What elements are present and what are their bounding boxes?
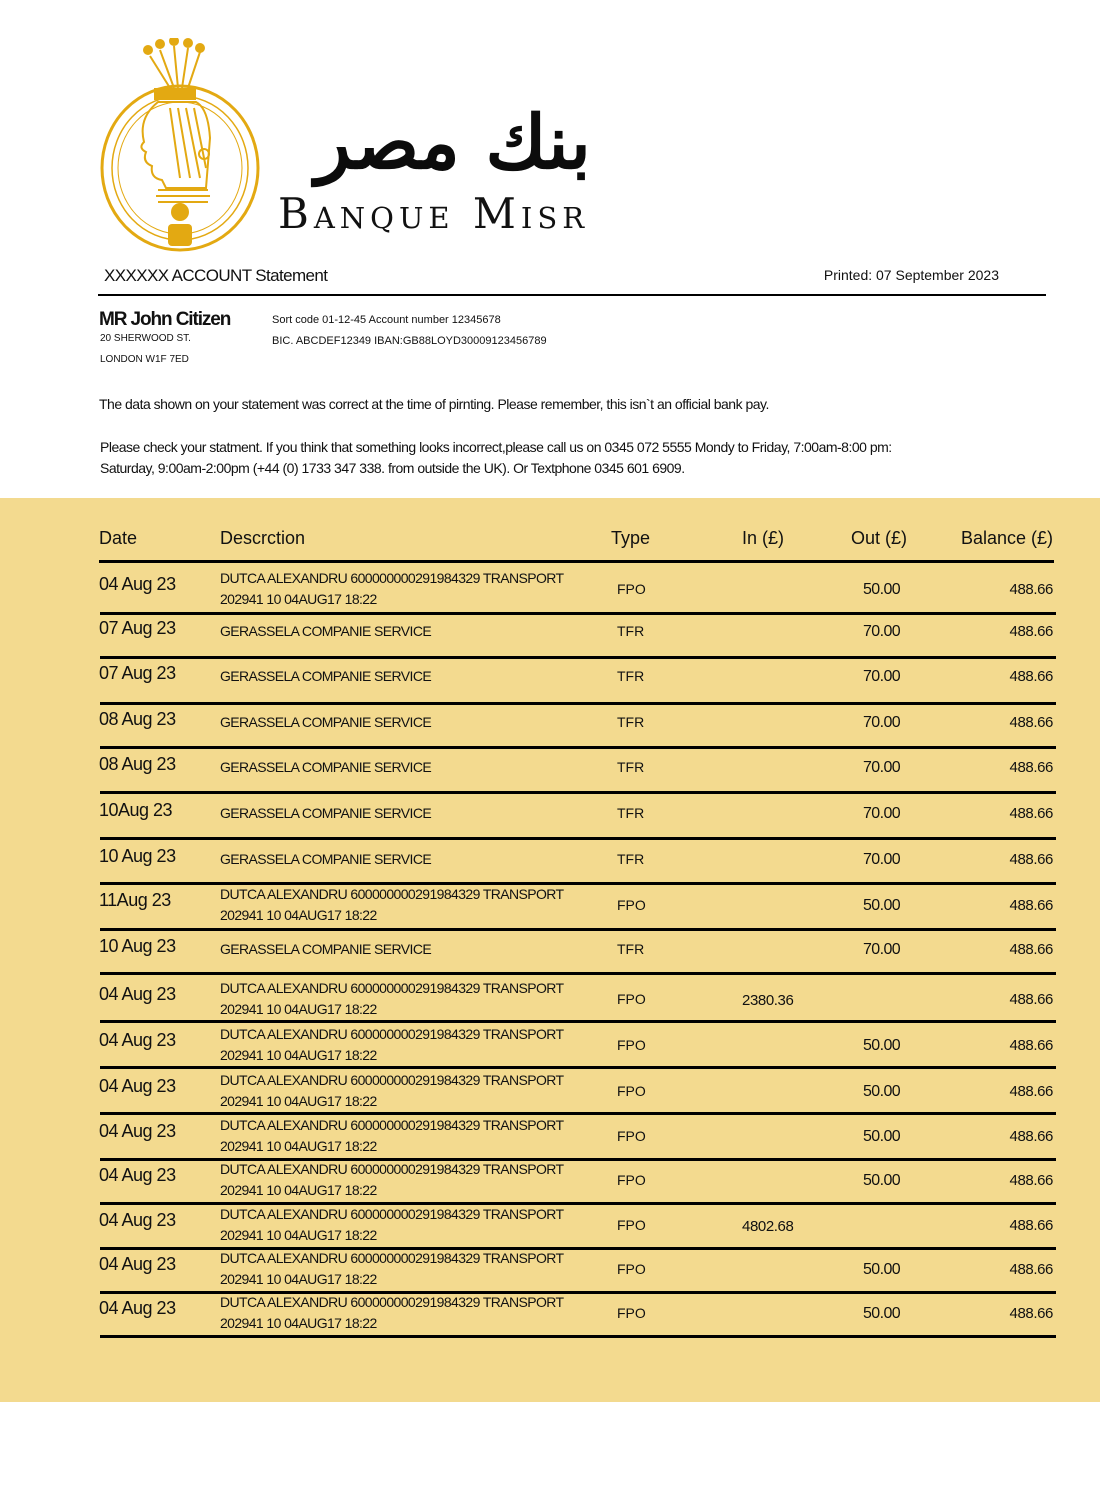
row-balance: 488.66: [1009, 581, 1053, 598]
table-row: [0, 618, 1100, 658]
account-details: Sort code 01-12-45 Account number 12345678: [272, 314, 501, 326]
table-row: [0, 980, 1100, 1020]
row-out: 70.00: [863, 851, 901, 868]
column-date: Date: [99, 528, 138, 548]
row-type: FPO: [617, 1083, 646, 1099]
row-description-line-2: 202941 10 04AUG17 18:22: [220, 907, 377, 923]
row-description-line-1: GERASSELA COMPANIE SERVICE: [220, 623, 432, 639]
row-description: [220, 1204, 564, 1246]
bank-name-arabic: بنك مصر: [315, 100, 591, 186]
row-out: 50.00: [863, 1128, 901, 1145]
row-date: 07 Aug 23: [99, 618, 176, 638]
printed-date: Printed: 07 September 2023: [823, 267, 999, 283]
row-balance: 488.66: [1009, 1083, 1053, 1100]
row-divider: [100, 656, 1056, 659]
row-out: 70.00: [863, 805, 901, 822]
row-in: 2380.36: [742, 992, 794, 1009]
row-description-line-1: DUTCA ALEXANDRU 600000000291984329 TRANSPORT: [220, 1026, 564, 1042]
row-description: [220, 666, 431, 687]
row-description-line-2: 202941 10 04AUG17 18:22: [220, 591, 377, 607]
row-description-line-1: DUTCA ALEXANDRU 600000000291984329 TRANSPORT: [220, 1294, 564, 1310]
column-type: Type: [611, 528, 651, 548]
customer-name: MR John Citizen: [99, 309, 231, 330]
row-date: 10 Aug 23: [99, 846, 176, 866]
row-description-line-2: 202941 10 04AUG17 18:22: [220, 1138, 377, 1154]
bic-iban: BIC. ABCDEF12349 IBAN:GB88LOYD30009123456789: [272, 335, 547, 347]
row-type: FPO: [617, 897, 646, 913]
row-balance: 488.66: [1009, 991, 1053, 1008]
row-balance: 488.66: [1009, 759, 1053, 776]
row-balance: 488.66: [1009, 1037, 1053, 1054]
row-out: 70.00: [863, 759, 901, 776]
row-description-line-1: GERASSELA COMPANIE SERVICE: [220, 668, 432, 684]
table-header: [0, 525, 1100, 561]
table-row: [0, 800, 1100, 840]
row-divider: [100, 1020, 1056, 1023]
row-type: FPO: [617, 1217, 646, 1233]
row-date: 10 Aug 23: [99, 936, 176, 956]
row-balance: 488.66: [1009, 805, 1053, 822]
row-divider: [100, 972, 1056, 975]
row-description-line-1: GERASSELA COMPANIE SERVICE: [220, 714, 432, 730]
row-balance: 488.66: [1009, 1172, 1053, 1189]
row-out: 50.00: [863, 1037, 901, 1054]
row-description: [220, 757, 431, 778]
row-date: 04 Aug 23: [99, 1076, 176, 1096]
row-description: [220, 939, 431, 960]
row-date: 04 Aug 23: [99, 984, 176, 1004]
table-row: [0, 1206, 1100, 1246]
row-balance: 488.66: [1009, 897, 1053, 914]
row-description: [220, 1248, 564, 1290]
row-description: [220, 803, 431, 824]
row-out: 70.00: [863, 623, 901, 640]
row-description: [220, 568, 564, 610]
table-row: [0, 886, 1100, 926]
row-description-line-1: DUTCA ALEXANDRU 600000000291984329 TRANSPORT: [220, 570, 564, 586]
row-out: 50.00: [863, 1261, 901, 1278]
row-description: [220, 621, 431, 642]
row-divider: [100, 1066, 1056, 1069]
table-row: [0, 1294, 1100, 1334]
row-type: TFR: [617, 805, 645, 821]
row-type: FPO: [617, 1305, 646, 1321]
row-type: TFR: [617, 714, 645, 730]
row-balance: 488.66: [1009, 714, 1053, 731]
row-description-line-1: GERASSELA COMPANIE SERVICE: [220, 759, 432, 775]
row-description-line-2: 202941 10 04AUG17 18:22: [220, 1093, 377, 1109]
row-date: 07 Aug 23: [99, 663, 176, 683]
statement-title: XXXXXX ACCOUNT Statement: [104, 266, 328, 285]
table-row: [0, 936, 1100, 976]
row-date: 08 Aug 23: [99, 709, 176, 729]
table-row: [0, 570, 1100, 610]
row-type: FPO: [617, 1128, 646, 1144]
row-description: [220, 884, 564, 926]
row-description: [220, 1070, 564, 1112]
row-date: 11Aug 23: [99, 890, 171, 910]
row-date: 04 Aug 23: [99, 1030, 176, 1050]
row-balance: 488.66: [1009, 941, 1053, 958]
row-out: 70.00: [863, 941, 901, 958]
address-line-1: 20 SHERWOOD ST.: [100, 333, 191, 344]
row-date: 08 Aug 23: [99, 754, 176, 774]
row-out: 70.00: [863, 668, 901, 685]
row-description-line-2: 202941 10 04AUG17 18:22: [220, 1227, 377, 1243]
row-description-line-1: GERASSELA COMPANIE SERVICE: [220, 805, 432, 821]
row-date: 04 Aug 23: [99, 1298, 176, 1318]
row-balance: 488.66: [1009, 851, 1053, 868]
table-row: [0, 709, 1100, 749]
row-description-line-2: 202941 10 04AUG17 18:22: [220, 1271, 377, 1287]
row-divider: [100, 791, 1056, 794]
row-divider: [100, 1335, 1056, 1338]
row-description: [220, 978, 564, 1020]
column-balance: Balance (£): [960, 528, 1053, 548]
pharaoh-emblem-icon: [98, 38, 266, 258]
row-type: FPO: [617, 1172, 646, 1188]
row-divider: [100, 746, 1056, 749]
table-row: [0, 1026, 1100, 1066]
row-type: FPO: [617, 1037, 646, 1053]
row-description-line-1: DUTCA ALEXANDRU 600000000291984329 TRANSPORT: [220, 980, 564, 996]
row-type: TFR: [617, 851, 645, 867]
row-divider: [100, 928, 1056, 931]
row-description: [220, 1159, 564, 1201]
row-description-line-2: 202941 10 04AUG17 18:22: [220, 1182, 377, 1198]
address-line-2: LONDON W1F 7ED: [100, 354, 189, 365]
bank-name: Banque Misr: [278, 189, 590, 238]
row-description-line-1: GERASSELA COMPANIE SERVICE: [220, 941, 432, 957]
row-description: [220, 849, 431, 870]
row-balance: 488.66: [1009, 623, 1053, 640]
row-description-line-1: DUTCA ALEXANDRU 600000000291984329 TRANSPORT: [220, 1250, 564, 1266]
row-description-line-2: 202941 10 04AUG17 18:22: [220, 1001, 377, 1017]
row-date: 04 Aug 23: [99, 1165, 176, 1185]
row-divider: [100, 612, 1056, 615]
table-divider: [99, 560, 1054, 563]
row-description: [220, 712, 431, 733]
row-description: [220, 1292, 564, 1334]
row-divider: [100, 702, 1056, 705]
header-divider: [98, 294, 1046, 296]
row-date: 04 Aug 23: [99, 1254, 176, 1274]
row-in: 4802.68: [742, 1218, 794, 1235]
row-type: FPO: [617, 581, 646, 597]
row-date: 10Aug 23: [99, 800, 173, 820]
row-description-line-1: DUTCA ALEXANDRU 600000000291984329 TRANSPORT: [220, 1206, 564, 1222]
row-type: TFR: [617, 668, 645, 684]
statement-notice: The data shown on your statement was correct at the time of pirnting. Please remember, this isn`t an official bank pay.: [99, 396, 769, 412]
row-description-line-2: 202941 10 04AUG17 18:22: [220, 1315, 377, 1331]
row-balance: 488.66: [1009, 1305, 1053, 1322]
row-out: 50.00: [863, 1083, 901, 1100]
column-description: Descrction: [220, 528, 306, 548]
row-description-line-1: DUTCA ALEXANDRU 600000000291984329 TRANSPORT: [220, 1117, 564, 1133]
row-balance: 488.66: [1009, 668, 1053, 685]
row-date: 04 Aug 23: [99, 1121, 176, 1141]
table-row: [0, 663, 1100, 703]
row-balance: 488.66: [1009, 1261, 1053, 1278]
table-row: [0, 754, 1100, 794]
table-row: [0, 1072, 1100, 1112]
row-description: [220, 1024, 564, 1066]
row-description: [220, 1115, 564, 1157]
row-description-line-1: DUTCA ALEXANDRU 600000000291984329 TRANSPORT: [220, 886, 564, 902]
row-out: 50.00: [863, 1172, 901, 1189]
row-out: 50.00: [863, 581, 901, 598]
table-row: [0, 1250, 1100, 1290]
row-description-line-1: DUTCA ALEXANDRU 600000000291984329 TRANSPORT: [220, 1072, 564, 1088]
table-row: [0, 846, 1100, 886]
row-description-line-2: 202941 10 04AUG17 18:22: [220, 1047, 377, 1063]
row-out: 50.00: [863, 1305, 901, 1322]
table-row: [0, 1117, 1100, 1157]
row-description-line-1: DUTCA ALEXANDRU 600000000291984329 TRANSPORT: [220, 1161, 564, 1177]
table-row: [0, 1161, 1100, 1201]
row-date: 04 Aug 23: [99, 574, 176, 594]
row-divider: [100, 837, 1056, 840]
bank-logo: [98, 38, 658, 258]
row-type: FPO: [617, 1261, 646, 1277]
row-balance: 488.66: [1009, 1128, 1053, 1145]
row-out: 70.00: [863, 714, 901, 731]
row-balance: 488.66: [1009, 1217, 1053, 1234]
row-type: TFR: [617, 759, 645, 775]
row-date: 04 Aug 23: [99, 1210, 176, 1230]
column-in: In (£): [742, 528, 785, 548]
row-type: TFR: [617, 623, 645, 639]
column-out: Out (£): [851, 528, 908, 548]
row-type: FPO: [617, 991, 646, 1007]
row-type: TFR: [617, 941, 645, 957]
row-description-line-1: GERASSELA COMPANIE SERVICE: [220, 851, 432, 867]
contact-notice: Please check your statment. If you think that something looks incorrect,please call us on 0345 072 5555 Mondy to Friday, 7:00am-8:00 pm: Saturday, 9:00am-2:00pm (+44 (0) 1733 347 338. from outside the UK). Or Textphone 0345 601 6909.: [100, 439, 892, 476]
row-out: 50.00: [863, 897, 901, 914]
